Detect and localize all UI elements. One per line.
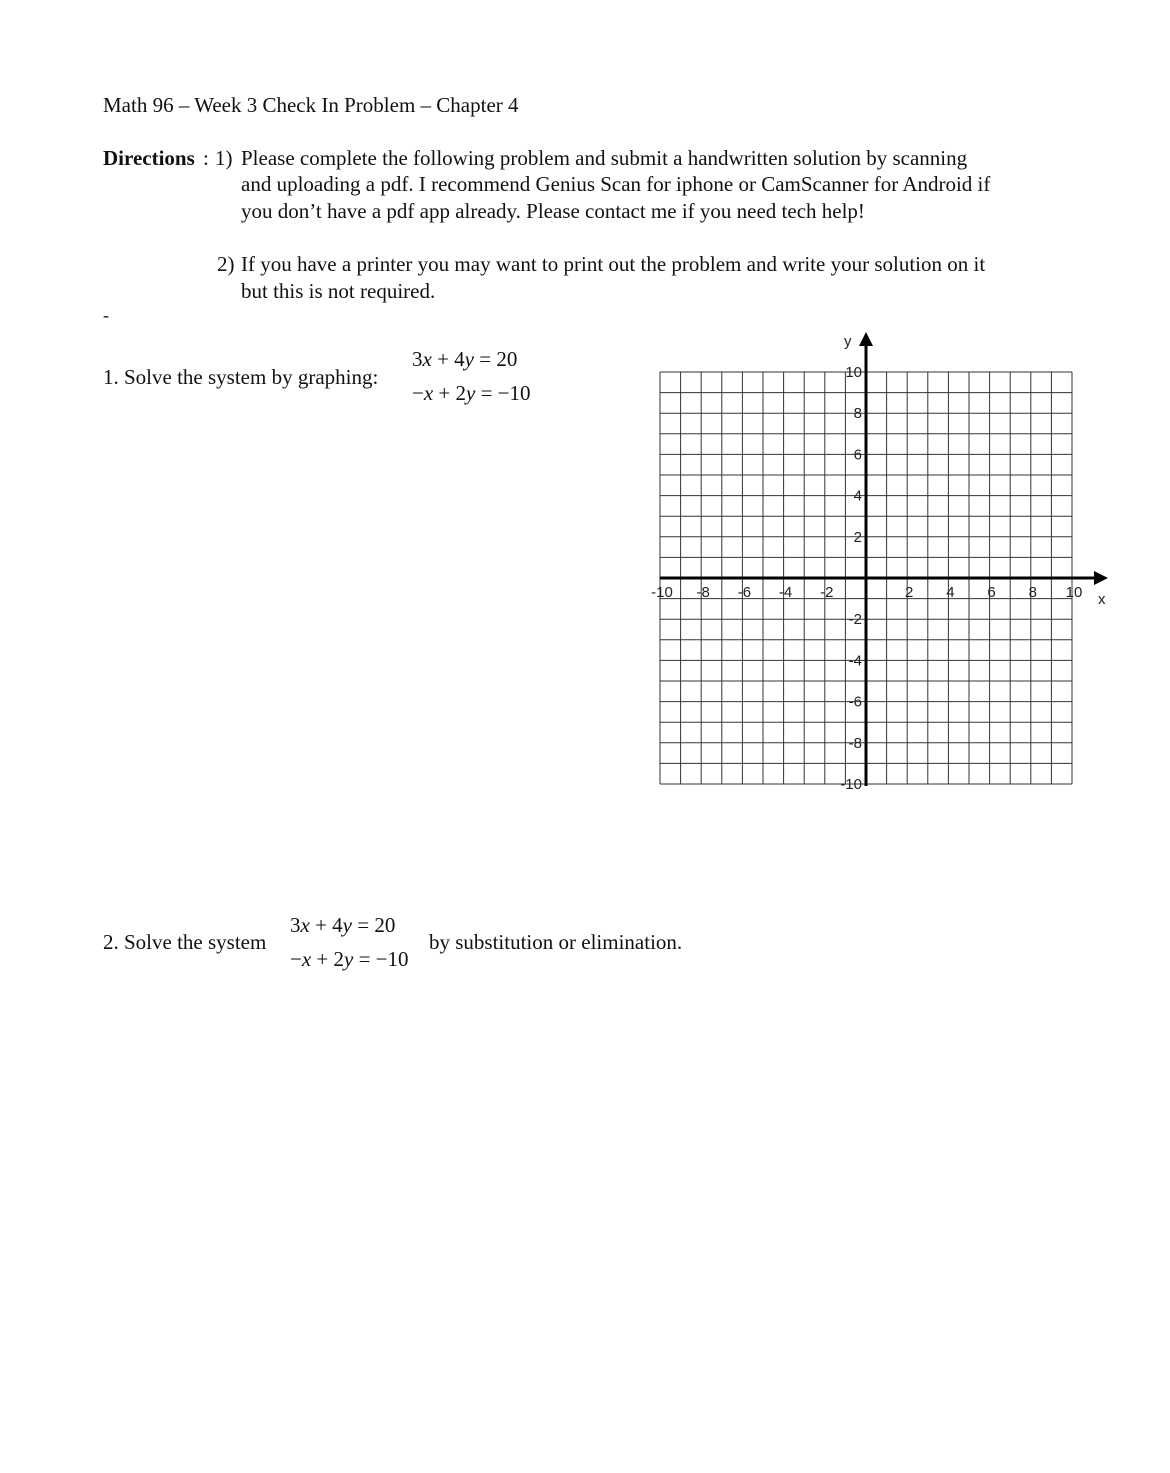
direction-1-line-3: you don’t have a pdf app already. Please contact me if you need tech help!	[241, 199, 865, 223]
y-tick-label: 6	[853, 446, 862, 464]
directions-label: Directions	[103, 146, 195, 170]
y-tick-label: -8	[848, 734, 862, 752]
x-tick-label: -4	[778, 584, 793, 601]
y-tick-label: 8	[853, 405, 862, 423]
direction-2-line-1: If you have a printer you may want to print out the problem and write your solution on it	[241, 252, 986, 276]
x-tick-label: -2	[820, 584, 834, 601]
direction-2-number: 2)	[217, 252, 235, 276]
y-axis-label: y	[844, 333, 852, 350]
x-tick-label: 2	[905, 584, 914, 601]
x-axis-arrow-icon	[1094, 571, 1108, 585]
coordinate-grid	[640, 326, 1120, 796]
x-tick-label: -10	[651, 584, 673, 601]
direction-2-line-2: but this is not required.	[241, 279, 436, 303]
direction-1-line-2: and uploading a pdf. I recommend Genius Scan for iphone or CamScanner for Android if	[241, 172, 991, 196]
problem-2-suffix: by substitution or elimination.	[429, 930, 683, 954]
y-tick-label: -6	[848, 693, 862, 711]
y-tick-label: 10	[845, 364, 862, 381]
x-axis-label: x	[1098, 591, 1106, 608]
y-axis-arrow-icon	[859, 332, 873, 346]
problem-2-equation-1: 3x + 4y = 20	[290, 913, 396, 937]
direction-1-line-1: Please complete the following problem and submit a handwritten solution by scanning	[241, 146, 968, 170]
page-title: Math 96 – Week 3 Check In Problem – Chapter 4	[103, 93, 519, 117]
x-tick-label: 8	[1028, 584, 1037, 601]
y-tick-label: 2	[853, 528, 862, 546]
y-tick-label: -10	[840, 776, 862, 793]
direction-1-number: 1)	[215, 146, 233, 170]
x-tick-label: 4	[946, 584, 955, 601]
x-tick-label: 6	[987, 584, 996, 601]
problem-1-equation-1: 3x + 4y = 20	[412, 347, 518, 371]
problem-2-equation-2: −x + 2y = −10	[290, 947, 409, 971]
separator-mark: -	[103, 305, 109, 325]
problem-1-equation-2: −x + 2y = −10	[412, 381, 531, 405]
x-tick-label: -8	[696, 584, 710, 601]
y-tick-label: -4	[848, 652, 862, 670]
y-tick-label: 4	[853, 487, 862, 505]
directions-colon: :	[203, 146, 209, 170]
y-tick-label: -2	[848, 611, 862, 629]
x-tick-label: -6	[737, 584, 752, 601]
problem-1-prompt: 1. Solve the system by graphing:	[103, 365, 379, 389]
problem-2-prompt: 2. Solve the system	[103, 930, 267, 954]
x-tick-label: 10	[1065, 584, 1083, 601]
